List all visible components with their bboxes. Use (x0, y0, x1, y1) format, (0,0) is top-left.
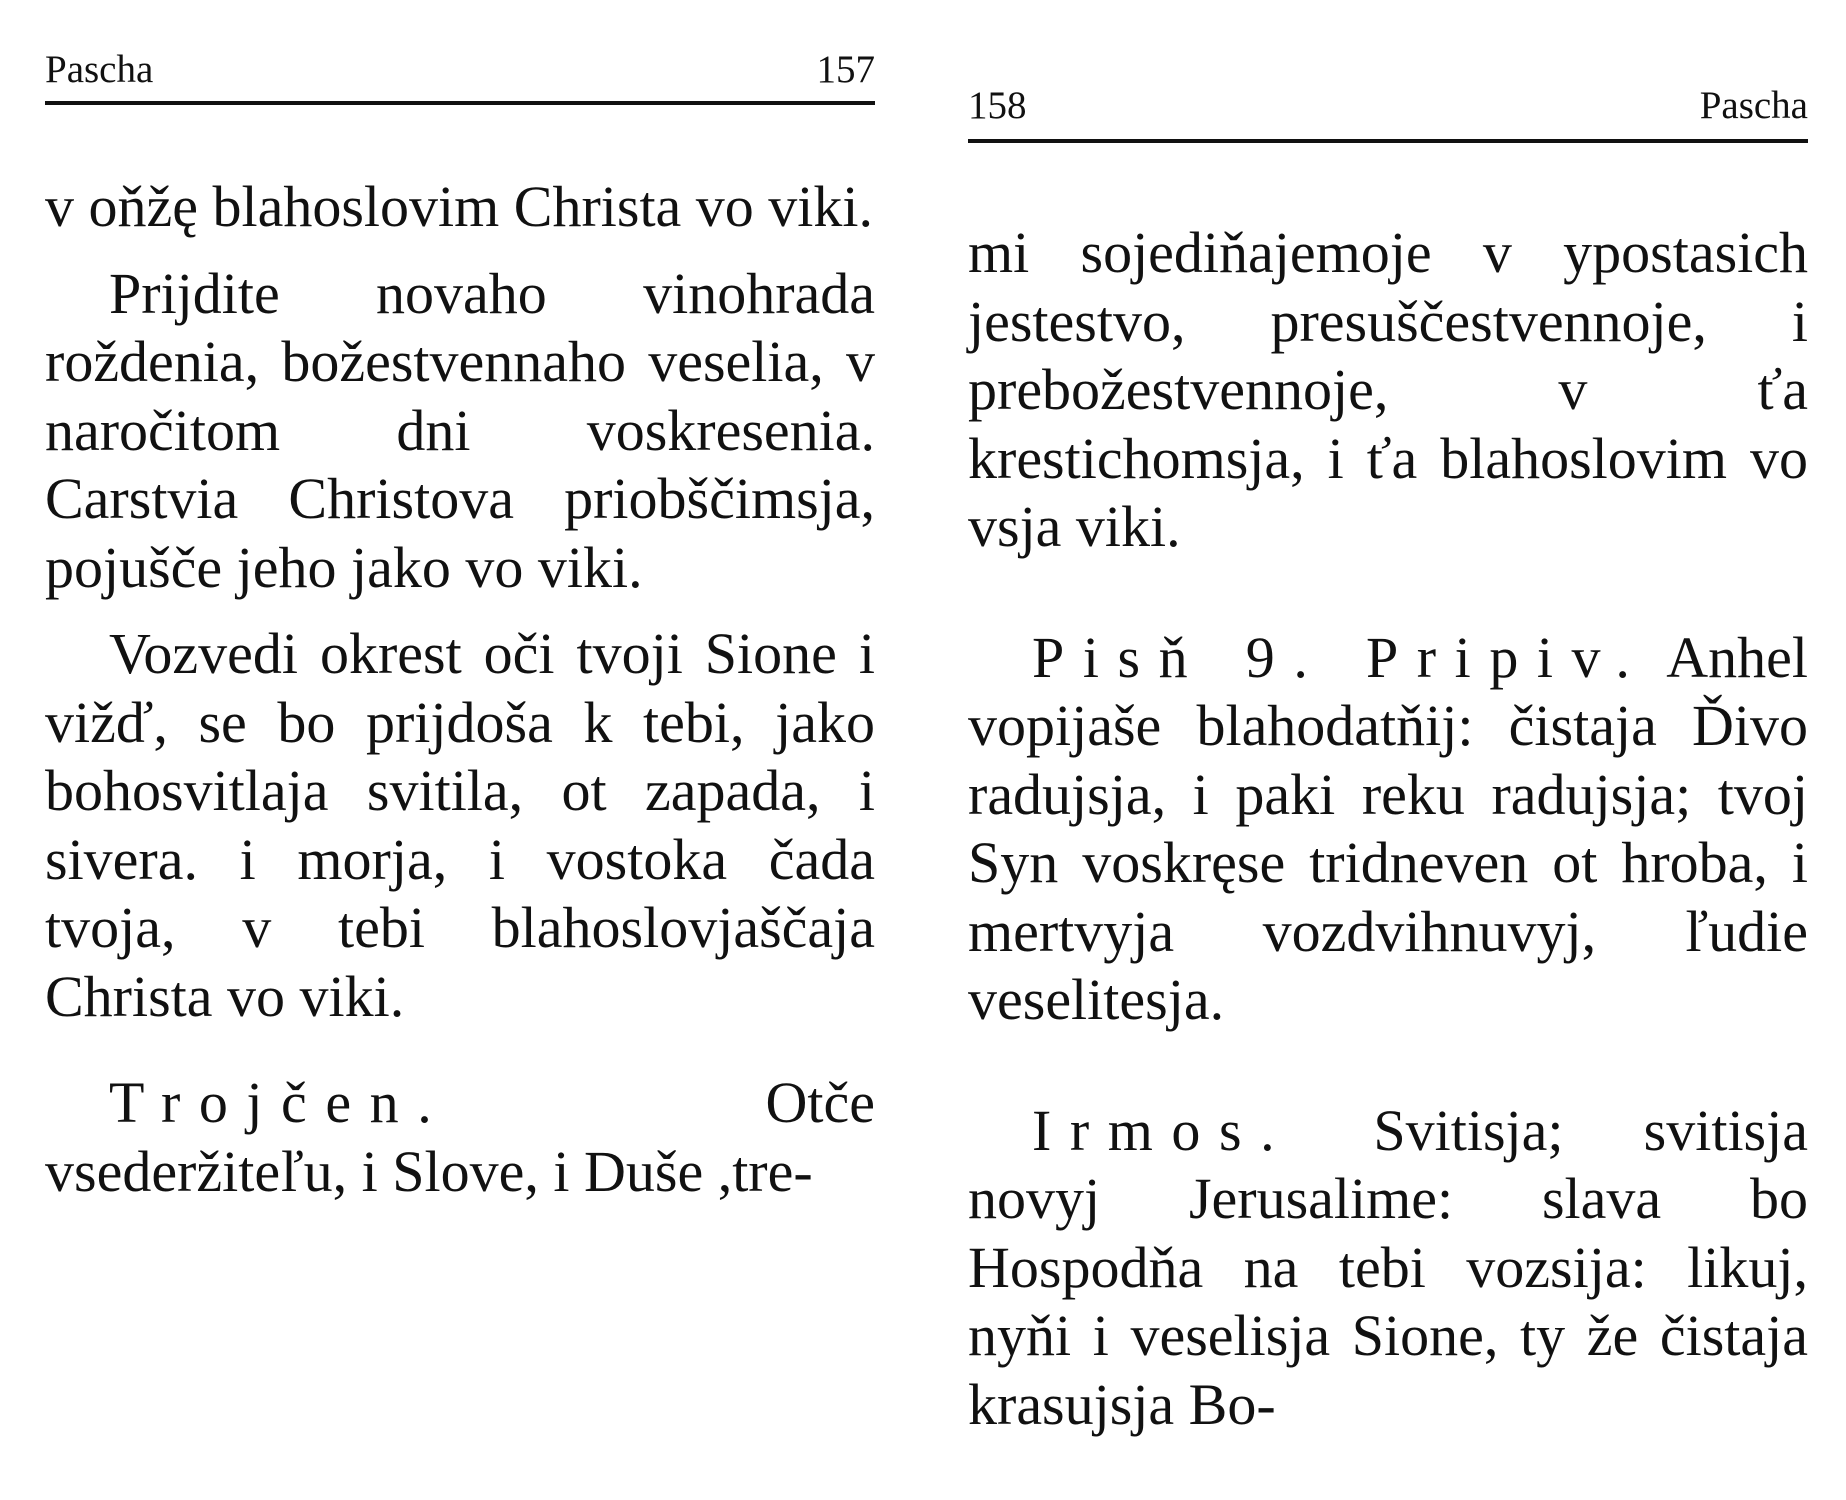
left-header-title: Pascha (45, 48, 154, 91)
paragraph-text: v oňžę blahoslovim Christa vo viki. (45, 174, 874, 239)
paragraph-text: Vozvedi okrest oči tvoji Sione i vižď, se bo prijdoša k tebi, jako bohosvitlaja svitila, ot zapada, i sivera. i morja, i vostoka čada tvoja, v tebi blahoslovjaščaja Christa vo viki. (45, 621, 875, 1029)
right-header-title: Pascha (1699, 84, 1808, 127)
left-paragraph-1 (45, 173, 875, 242)
left-body-text (45, 173, 875, 1206)
right-body-text (968, 219, 1808, 1439)
right-running-head (968, 86, 1808, 125)
left-running-head (45, 50, 875, 89)
paragraph-text: Anhel vopijaše blahodatňij: čistaja Ďivo radujsja, i paki reku radujsja; tvoj Syn voskręse tridneven ot hroba, i mertvyja vozdvihnuvyj, ľudie veselitesja. (968, 624, 1808, 1032)
left-header-rule (45, 101, 875, 105)
right-header-rule (968, 139, 1808, 143)
right-page-number: 158 (968, 84, 1027, 127)
right-paragraph-1 (968, 219, 1808, 562)
left-paragraph-2 (45, 260, 875, 603)
left-paragraph-4 (45, 1069, 875, 1206)
left-paragraph-3 (45, 620, 875, 1031)
paragraph-text: mi sojediňajemoje v ypostasich jestestvo, presuščestvennoje, i prebožestvennoje, v ťa krestichomsja, i ťa blahoslovim vo vsja viki. (968, 220, 1808, 559)
right-paragraph-3 (968, 1097, 1808, 1440)
section-label-trojcen: Trojčen. (109, 1070, 451, 1135)
paragraph-text: Svitisja; svitisja novyj Jerusalime: slava bo Hospodňa na tebi vozsija: likuj, nyňi i veselisja Sione, ty že čistaja krasujsja Bo- (968, 1097, 1808, 1437)
left-page-number: 157 (816, 48, 875, 91)
section-label-pisn-9: Pisň 9. Pripiv. (1032, 624, 1649, 690)
right-paragraph-2 (968, 624, 1808, 1035)
paragraph-text: Prijdite novaho vinohrada roždenia, božestvennaho veselia, v naročitom dni voskresenia. Carstvia Christova priobščimsja, pojušče jeho jako vo viki. (45, 260, 875, 600)
section-label-irmos: Irmos. (1032, 1097, 1294, 1163)
paragraph-text: Otče vsederžiteľu, i Slove, i Duše ,tre- (45, 1070, 875, 1204)
